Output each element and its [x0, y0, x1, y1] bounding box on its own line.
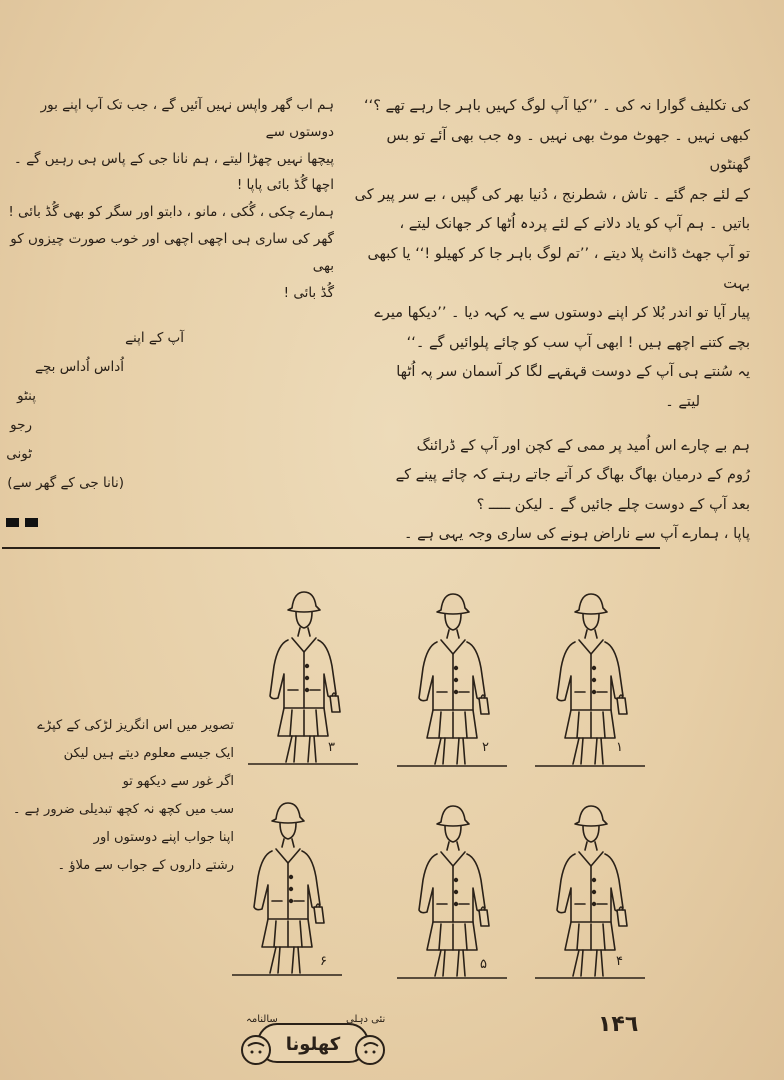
signature-line: آپ کے اپنے: [125, 330, 184, 347]
article-line: پیچھا نہیں چھڑا لیتے ، ہم نانا جی کے پاس ہی رہیں گے ۔: [13, 150, 334, 167]
signature-line: پنٹو: [17, 388, 36, 405]
signature-line: (نانا جی کے گھر سے): [7, 475, 124, 492]
article-right-column: [345, 92, 750, 550]
section-end-marks: [6, 512, 44, 531]
article-line: تو آپ جھٹ ڈانٹ پلا دیتے ، ’’تم لوگ باہر جا کر کھیلو !‘‘ یا کبھی بہت: [367, 245, 750, 292]
article-line: بچے کتنے اچھے ہیں ! ابھی آپ سب کو چائے پلوائیں گے ۔‘‘: [406, 334, 750, 351]
magazine-name: کھلونا: [285, 1034, 341, 1055]
article-left-column: [4, 92, 334, 498]
section-divider: [2, 547, 660, 549]
article-line: ہم بے چارے اس اُمید پر ممی کے کچن اور آپ کے ڈرائنگ: [416, 437, 750, 454]
article-line: ہمارے چکی ، گُکی ، مانو ، دابتو اور سگر کو بھی گُڈ بائی !: [8, 204, 334, 221]
figure-2-label: ٢: [482, 740, 489, 755]
article-line: گھر کی ساری ہی اچھی اچھی اور خوب صورت چیزوں کو بھی: [10, 230, 334, 274]
figure-6-label: ۶: [320, 954, 327, 969]
city-label: نئی دہلی: [346, 1014, 386, 1025]
figure-3-illustration: [248, 586, 358, 766]
figure-5-illustration: [397, 800, 507, 980]
puzzle-line: رشتے داروں کے جواب سے ملاؤ ۔: [57, 858, 234, 873]
article-line: گُڈ بائی !: [283, 284, 334, 301]
signature-line: رجو: [10, 417, 32, 434]
figure-1-label: ١: [616, 740, 623, 755]
article-line: پیار آیا تو اندر بُلا کر اپنے دوستوں سے یہ کہہ دیا ۔ ’’دیکھا میرے: [374, 305, 750, 322]
figure-3-label: ٣: [328, 740, 335, 755]
article-line: کی تکلیف گوارا نہ کی ۔ ’’کیا آپ لوگ کہیں باہر جا رہے تھے ؟‘‘: [364, 98, 750, 114]
figure-1-illustration: [535, 588, 645, 768]
figure-4-illustration: [535, 800, 645, 980]
article-line: کبھی نہیں ۔ جھوٹ موٹ بھی نہیں ۔ وہ جب بھی آئے تو بس گھنٹوں: [386, 127, 750, 174]
figure-4-label: ۴: [616, 954, 623, 969]
figure-2-illustration: [397, 588, 507, 768]
puzzle-line: اگر غور سے دیکھو تو: [122, 774, 234, 789]
puzzle-line: ایک جیسے معلوم دیتے ہیں لیکن: [63, 746, 234, 761]
figure-6-illustration: [232, 797, 342, 977]
article-line: اچھا گُڈ بائی پاپا !: [236, 177, 334, 194]
article-line: لیتے ۔: [665, 393, 700, 410]
puzzle-line: سب میں کچھ نہ کچھ تبدیلی ضرور ہے ۔: [12, 802, 234, 817]
puzzle-line: اپنا جواب اپنے دوستوں اور: [93, 830, 234, 845]
signature-line: اُداس اُداس بچے: [35, 359, 124, 376]
article-line: پاپا ، ہمارے آپ سے ناراض ہونے کی ساری وجہ یہی ہے ۔: [403, 526, 750, 543]
page-number: ١۴٦: [598, 1012, 639, 1037]
issue-label: سالنامہ: [246, 1014, 278, 1025]
puzzle-line: تصویر میں اس انگریز لڑکی کے کپڑے: [37, 718, 234, 733]
puzzle-instructions: [10, 712, 234, 880]
article-line: بعد آپ کے دوست چلے جائیں گے ۔ لیکن ـــــ ؟: [476, 496, 750, 513]
signature-line: ٹونی: [6, 446, 32, 463]
signature-block: [4, 324, 334, 498]
figure-5-label: ۵: [480, 957, 487, 972]
article-line: رُوم کے درمیان بھاگ بھاگ کر آتے جاتے رہتے کہ چائے پینے کے: [395, 467, 750, 484]
article-line: کے لئے جم گئے ۔ تاش ، شطرنج ، دُنیا بھر کی گپیں ، بے سر پیر کی: [354, 186, 750, 203]
article-line: یہ سُنتے ہی آپ کے دوست قہقہے لگا کر آسمان سر پہ اُٹھا: [396, 364, 750, 381]
article-line: ہم اب گھر واپس نہیں آئیں گے ، جب تک آپ اپنے بور دوستوں سے: [40, 97, 334, 140]
article-line: باتیں ۔ ہم آپ کو یاد دلانے کے لئے پردہ اُٹھا کر جھانک لیتے ،: [399, 216, 750, 233]
